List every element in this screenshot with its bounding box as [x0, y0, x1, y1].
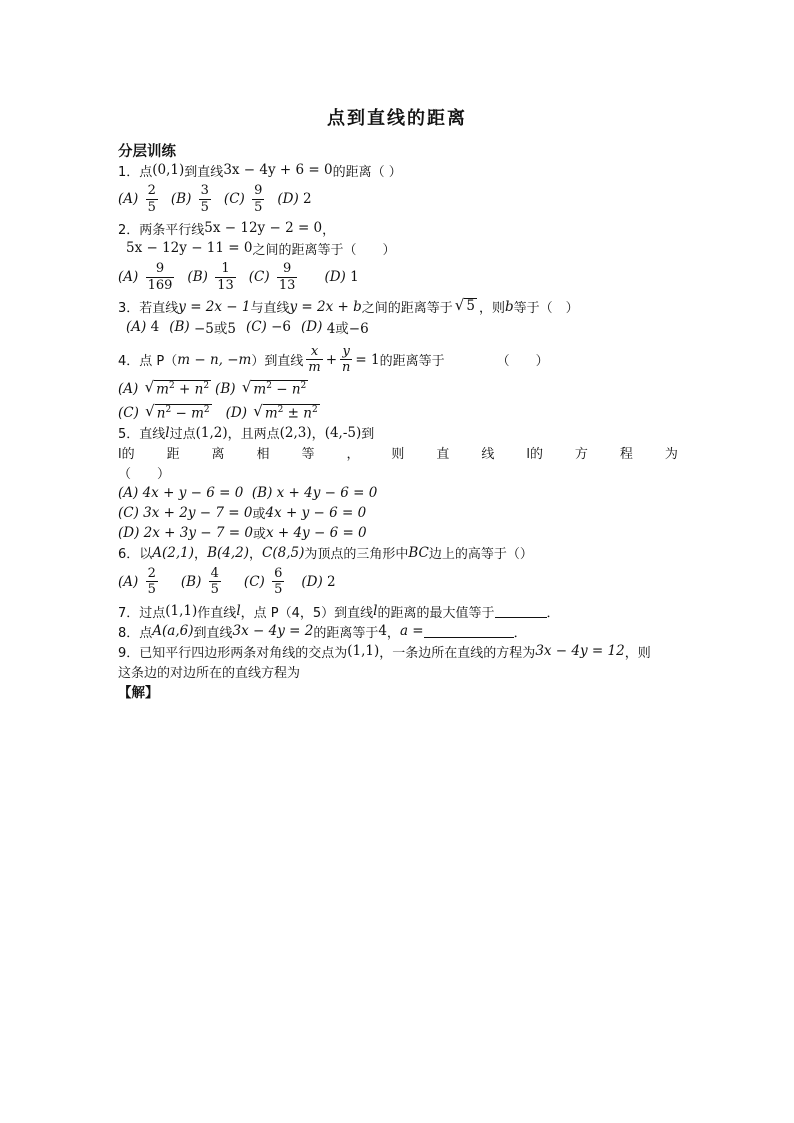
q4-options-ab	[118, 379, 678, 399]
q5-d2: x + 4y − 6 = 0	[265, 524, 367, 541]
q5-option-c: (C) 3x + 2y − 7 = 0 或 4x + y − 6 = 0	[118, 504, 367, 523]
q5-mid1: 过点	[169, 427, 196, 443]
q5-or: 或	[252, 507, 266, 523]
q5-part: ，	[346, 447, 360, 463]
q3-mid2: 之间的距离等于	[361, 301, 453, 317]
q6-options	[118, 567, 678, 597]
q2-option-a: (A) $\frac{9}{169}$	[118, 261, 173, 293]
q5-mid2: ，且两点	[227, 427, 280, 443]
q2-option-c: (C) $\frac{9}{13}$	[248, 261, 296, 293]
q5-part: l的	[526, 447, 543, 463]
q4-sqrt-a: √ $m^2 + n^2$	[144, 377, 210, 398]
q3-stem: 3．若直线	[118, 301, 179, 317]
q8-a: a =	[399, 623, 424, 640]
q1-option-c: (C) $\frac{9}{5}$	[223, 183, 263, 215]
q5-stem: 5．直线	[118, 427, 166, 443]
question-2-cont	[118, 238, 678, 258]
q5-part: 为	[664, 447, 678, 463]
q5-option-ab: (A) 4x + y − 6 = 0 (B) x + 4y − 6 = 0	[118, 484, 378, 501]
q3-line2: y = 2x + b	[289, 298, 362, 315]
q3-stem-end: 等于（ ）	[513, 301, 579, 317]
q5-part: 线	[481, 447, 495, 463]
q2-stem: 2．两条平行线	[118, 222, 205, 238]
q4-mid: ）到直线	[251, 354, 304, 370]
q4-frac-x: $\frac{x}{m}$	[308, 343, 321, 376]
q6-option-b: (B) $\frac{4}{5}$	[180, 565, 219, 598]
q5-part: 离	[211, 447, 225, 463]
q4-answer-paren: （ ）	[496, 354, 549, 370]
q1-point: (0,1)	[152, 162, 185, 178]
q5-part: 相	[256, 447, 270, 463]
q5-mid3: 到	[361, 427, 375, 443]
q4-option-d: (D)	[225, 404, 247, 421]
q3-option-d: (D) 4或−6	[301, 318, 369, 337]
q3-sqrt: √ 5	[454, 296, 475, 315]
q7-answer-blank[interactable]	[495, 605, 547, 618]
q6-stem: 6．以	[118, 547, 153, 563]
question-list	[118, 160, 678, 701]
q5-point: (1,2)	[195, 424, 228, 441]
question-9	[118, 641, 678, 661]
q7-stem-end: 的距离的最大值等于	[377, 605, 495, 621]
q3-mid1: 与直线	[250, 301, 290, 317]
q4-point: m − n, −m	[177, 351, 252, 368]
q4-option-b: (B)	[215, 380, 236, 397]
q4-frac-y: $\frac{y}{n}$	[342, 343, 351, 376]
q5-comma: ，	[311, 427, 325, 443]
q1-mid: 到直线	[184, 164, 224, 180]
q7-stem: 7．过点	[118, 605, 166, 621]
q4-options-cd	[118, 403, 678, 423]
question-3	[118, 297, 678, 317]
q7-l2: l	[373, 603, 378, 620]
q6-b-point: B(4,2)	[207, 544, 249, 561]
q1-option-b: (B) $\frac{3}{5}$	[170, 183, 209, 215]
question-5-cont	[118, 443, 678, 463]
question-1	[118, 160, 678, 180]
q7-mid2: ，点 P（4，5）到直线	[240, 605, 374, 621]
q4-stem: 4．点 P（	[118, 354, 178, 370]
q9-line: 3x − 4y = 12	[535, 643, 625, 660]
q8-dist: 4	[378, 623, 387, 640]
q5-part: 等	[301, 447, 315, 463]
q8-mid2: 的距离等于	[313, 625, 379, 641]
q5-c2: 4x + y − 6 = 0	[265, 504, 367, 521]
q5-part: 方	[574, 447, 588, 463]
solution-label: 【解】	[118, 685, 159, 702]
q5-part: 程	[619, 447, 633, 463]
q2-comma: ，	[322, 222, 336, 238]
q9-mid: ，一条边所在直线的方程为	[379, 645, 536, 661]
question-5	[118, 423, 678, 443]
q5-a: 4x + y − 6 = 0	[142, 484, 244, 501]
q6-c-point: C(8,5)	[262, 544, 305, 561]
question-8	[118, 621, 678, 641]
q9-end: ，则	[624, 645, 651, 661]
q5-answer-paren: （ ）	[118, 467, 171, 483]
q8-end: ．	[513, 625, 527, 641]
q6-option-a: (A) $\frac{2}{5}$	[118, 565, 156, 598]
question-4	[118, 345, 678, 375]
q5-c1: 3x + 2y − 7 = 0	[143, 504, 253, 521]
q5-part: 直	[436, 447, 450, 463]
q8-stem: 8．点	[118, 625, 153, 641]
q2-option-b: (B) $\frac{1}{13}$	[187, 261, 234, 293]
q3-option-c: (C) −6	[245, 318, 292, 335]
q4-sqrt-c: √ $n^2 - m^2$	[145, 401, 210, 422]
q8-point: A(a,6)	[152, 623, 194, 640]
q9-point: (1,1)	[347, 643, 380, 660]
q5-p2: (4,-5)	[324, 424, 362, 441]
question-2	[118, 218, 678, 238]
page-title: 点到直线的距离	[327, 108, 467, 129]
q9-stem: 9．已知平行四边形两条对角线的交点为	[118, 645, 348, 661]
q1-option-a: (A) $\frac{2}{5}$	[118, 183, 156, 215]
q2-line1: 5x − 12y − 2 = 0	[204, 220, 323, 237]
q5-part: l的	[118, 447, 135, 463]
q6-option-c: (C) $\frac{6}{5}$	[243, 565, 283, 598]
q4-eq: = 1	[355, 351, 380, 368]
section-heading: 分层训练	[118, 144, 176, 160]
q8-line: 3x − 4y = 2	[232, 623, 314, 640]
q6-a-point: A(2,1)	[152, 544, 195, 561]
q3-option-a: (A) 4	[126, 318, 160, 335]
q5-option-d: (D) 2x + 3y − 7 = 0 或 x + 4y − 6 = 0	[118, 524, 367, 543]
q4-plus: +	[325, 351, 337, 368]
q1-options	[118, 184, 678, 214]
q3-line1: y = 2x − 1	[178, 298, 251, 315]
q7-end: ．	[546, 605, 560, 621]
q3-option-b: (B) −5或5	[169, 318, 236, 337]
q2-stem-end: 之间的距离等于（ ）	[252, 242, 396, 258]
q6-bc: BC	[408, 544, 429, 561]
q5-part: 则	[391, 447, 405, 463]
q5-b: x + 4y − 6 = 0	[276, 484, 378, 501]
question-6: 6．以 A(2,1) ， B(4,2) ， C(8,5) 为顶点的三角形中 BC 边上的高等于（）	[118, 544, 533, 563]
question-9-cont: 这条边的对边所在的直线方程为	[118, 665, 301, 681]
q8-mid1: 到直线	[193, 625, 233, 641]
q2-line2: 5x − 12y − 11 = 0	[126, 240, 253, 257]
q5-part: 距	[166, 447, 180, 463]
q2-option-d: (D) 1	[324, 269, 359, 286]
q5-d1: 2x + 3y − 7 = 0	[143, 524, 253, 541]
q4-sqrt-d: √ $m^2 \pm n^2$	[253, 401, 318, 422]
q3-mid3: ，则	[478, 301, 505, 317]
q4-sqrt-b: √ $m^2 - n^2$	[241, 377, 307, 398]
q2-options	[118, 262, 678, 292]
question-7	[118, 601, 678, 621]
q6-stem-end: 边上的高等于（）	[428, 547, 533, 563]
q3-options	[118, 317, 678, 337]
q6-option-d: (D) 2	[301, 573, 336, 590]
q8-answer-blank[interactable]	[424, 625, 514, 638]
q7-mid1: 作直线	[197, 605, 237, 621]
q4-stem-end: 的距离等于	[379, 354, 445, 370]
q5-or: 或	[252, 527, 266, 543]
q1-line: 3x − 4y + 6 = 0	[223, 162, 333, 178]
q6-mid: 为顶点的三角形中	[304, 547, 409, 563]
q5-p1: (2,3)	[279, 424, 312, 441]
q1-stem-end: 的距离（ ）	[332, 164, 402, 180]
q8-mid3: ，	[386, 625, 400, 641]
q4-option-a: (A)	[118, 380, 139, 397]
q1-option-d: (D) 2	[277, 191, 312, 208]
q7-l: l	[236, 603, 241, 620]
q7-point: (1,1)	[165, 603, 198, 620]
q3-var: b	[504, 298, 514, 315]
q1-stem: 1．点	[118, 164, 153, 180]
q5-l: l	[165, 424, 170, 441]
q4-option-c: (C)	[118, 404, 139, 421]
